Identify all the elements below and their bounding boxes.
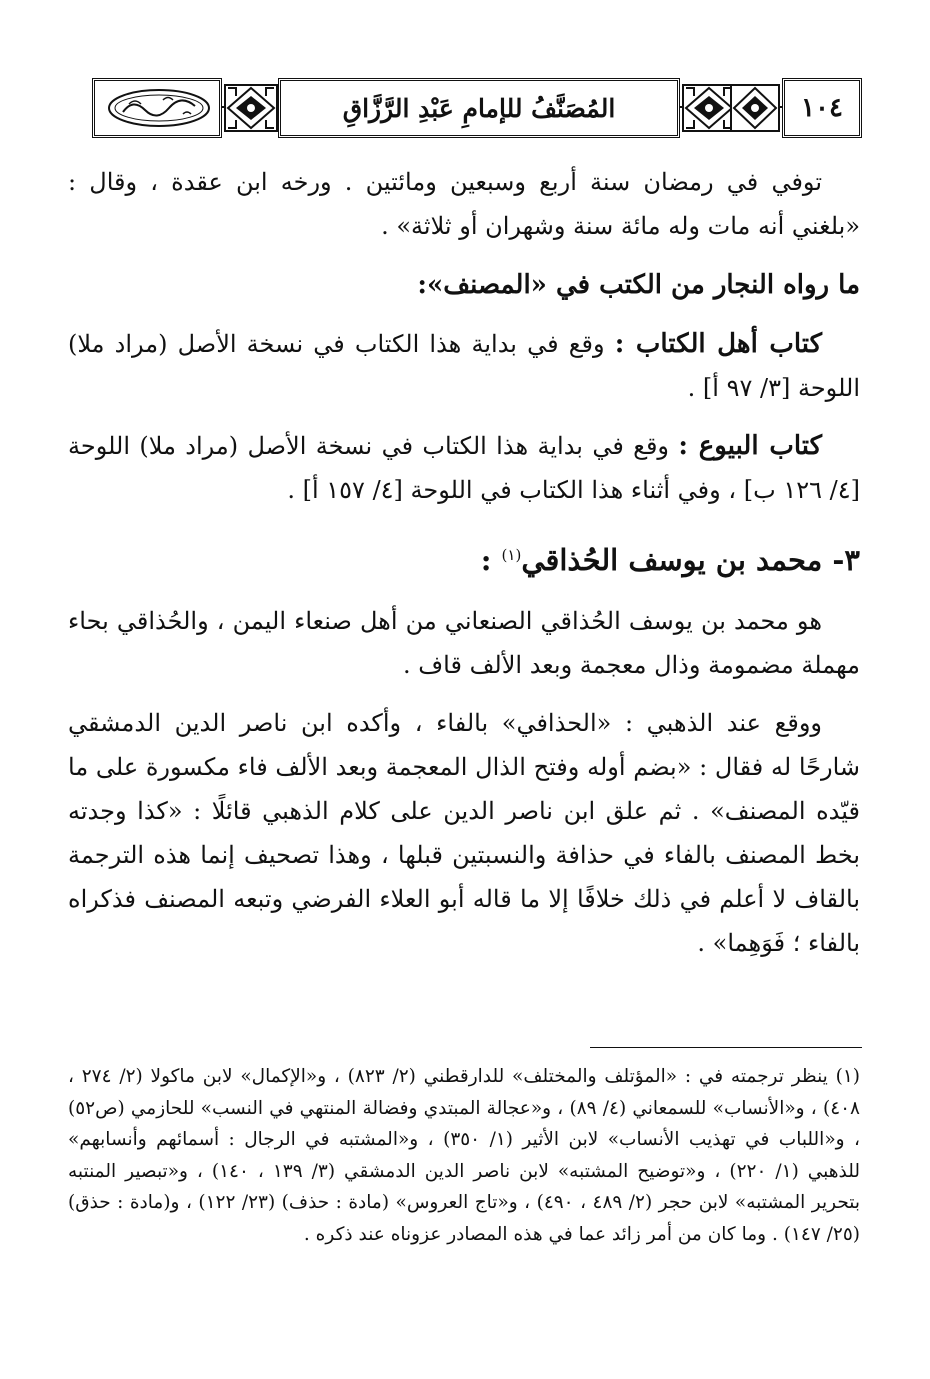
footnote-separator	[590, 1047, 862, 1048]
book-description: وقع في بداية هذا الكتاب في نسخة الأصل (مراد ملا) اللوحة [٤/ ١٢٦ ب] ، وفي أثناء هذا الكتاب في اللوحة [٤/ ١٥٧ أ] .	[68, 432, 860, 504]
running-title: المُصَنَّفُ للإمامِ عَبْدِ الرَّزَّاقِ	[342, 93, 616, 123]
section-heading	[68, 530, 860, 585]
book-title: كتاب البيوع :	[678, 431, 822, 461]
book-description: وقع في بداية هذا الكتاب في نسخة الأصل (مراد ملا) اللوحة [٣/ ٩٧ أ] .	[68, 330, 860, 402]
books-heading: ما رواه النجار من الكتب في «المصنف»:	[417, 270, 860, 300]
paragraph-dhahabi: ووقع عند الذهبي : «الحذافي» بالفاء ، وأكده ابن ناصر الدين الدمشقي شارحًا له فقال : «بضم أوله وفتح الذال المعجمة وبعد الألف فاء مكسورة على ما قيّده المصنف» . ثم علق ابن ناصر الدين على كلام الذهبي قائلًا : «كذا وجدته بخط المصنف بالفاء في حذافة والنسبتين قبلها ، وهذا تصحيف إنما هذه الترجمة بالقاف لا أعلم في ذلك خلافًا إلا ما قاله أبو العلاء الفرضي وتبعه المصنف فذكراه بالفاء ؛ فَوَهِما» .	[68, 709, 860, 957]
footnotes	[68, 1061, 860, 1250]
footnote-ref[interactable]: (١)	[501, 546, 522, 564]
calligraphy-seal-icon	[103, 86, 215, 130]
page-number: ١٠٤	[801, 93, 843, 123]
ornament-left-icon	[224, 84, 278, 132]
paragraph-death-note: توفي في رمضان سنة أربع وسبعين ومائتين . ورخه ابن عقدة ، وقال : «بلغني أنه مات وله مائة سنة وشهران أو ثلاثة» .	[68, 168, 860, 240]
header-seal-box	[92, 78, 222, 138]
paragraph-biography: هو محمد بن يوسف الحُذاقي الصنعاني من أهل صنعاء اليمن ، والحُذاقي بحاء مهملة مضمومة وذال معجمة وبعد الألف قاف .	[68, 607, 860, 679]
footnote-1: (١) ينظر ترجمته في : «المؤتلف والمختلف» للدارقطني (٢/ ٨٢٣) ، و«الإكمال» لابن ماكولا (٢/ ٢٧٤ ، ٤٠٨) ، و«الأنساب» للسمعاني (٤/ ٨٩) ، و«عجالة المبتدي وفضالة المنتهي في النسب» للحازمي (ص٥٢) ، و«اللباب في تهذيب الأنساب» لابن الأثير (١/ ٣٥٠) ، و«المشتبه في الرجال : أسمائهم وأنسابهم» للذهبي (١/ ٢٢٠) ، و«توضيح المشتبه» لابن ناصر الدين الدمشقي (٣/ ١٣٩ ، ١٤٠) ، و«تبصير المنتبه بتحرير المشتبه» لابن حجر (٢/ ٤٨٩ ، ٤٩٠) ، و«تاج العروس» (مادة : حذف) (٢٣/ ١٢٢) ، و(مادة : حذق) (٢٥/ ١٤٧) . وما كان من أمر زائد عما في هذه المصادر عزوناه عند ذكره .	[68, 1066, 861, 1245]
book-entry-buyu	[68, 424, 860, 512]
main-text	[68, 160, 860, 965]
book-title: كتاب أهل الكتاب :	[614, 329, 822, 359]
page-number-box	[782, 78, 862, 138]
section-heading-colon: :	[480, 543, 492, 577]
page-header	[92, 78, 862, 138]
ornament-center-icon	[682, 84, 736, 132]
ornament-right-icon	[730, 84, 780, 132]
running-title-box	[278, 78, 680, 138]
section-heading-text: ٣- محمد بن يوسف الحُذاقي	[521, 543, 860, 577]
book-entry-ahl-al-kitab	[68, 322, 860, 410]
